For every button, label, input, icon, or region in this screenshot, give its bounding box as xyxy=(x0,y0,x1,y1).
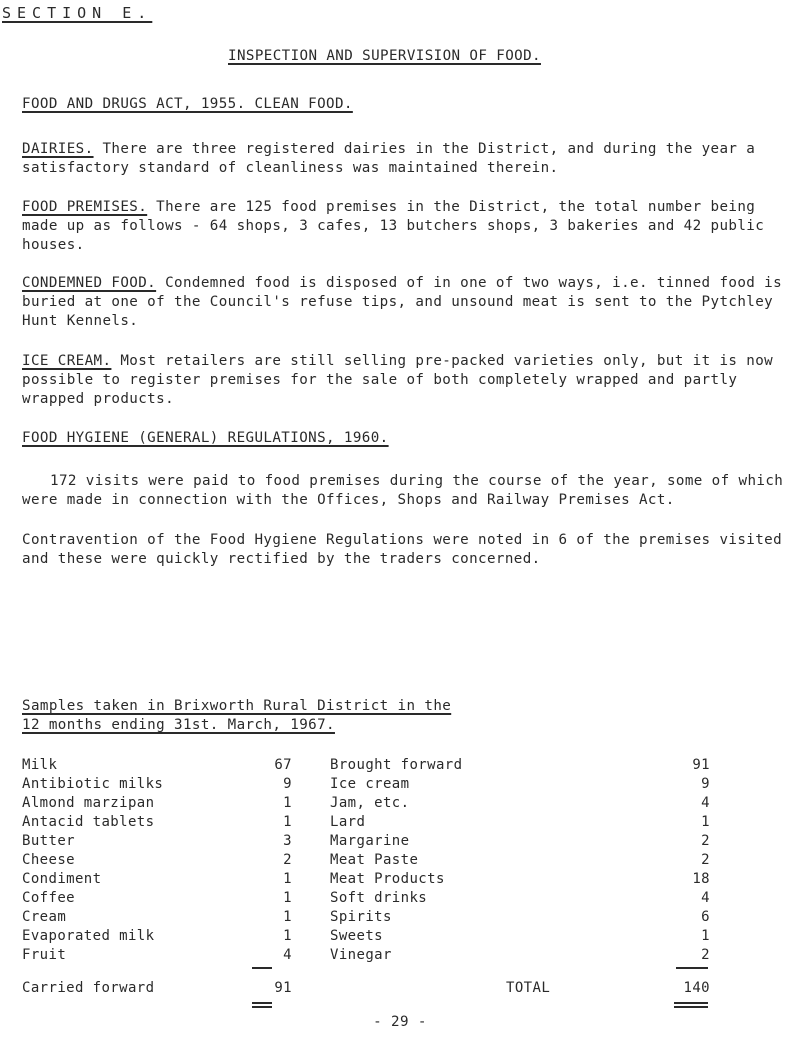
left-subtotal-rule xyxy=(252,967,272,969)
dairies-lead: DAIRIES. xyxy=(22,141,94,157)
table-item-count: 9 xyxy=(283,776,292,792)
left-double-rule-1 xyxy=(252,1002,272,1004)
page-title: INSPECTION AND SUPERVISION OF FOOD. xyxy=(228,48,541,64)
table-row xyxy=(330,794,710,813)
table-row xyxy=(22,889,292,908)
hygiene-paragraph-contravention: Contravention of the Food Hygiene Regulations were noted in 6 of the premises visited and these were quickly rectified by the traders concerned. xyxy=(22,532,783,567)
table-item-count: 2 xyxy=(701,852,710,868)
hygiene-paragraph-visits: 172 visits were paid to food premises during the course of the year, some of which were made in connection with the Offices, Shops and Railway Premises Act. xyxy=(22,473,784,508)
table-item-count: 2 xyxy=(701,833,710,849)
table-item-label: Milk xyxy=(22,757,58,773)
table-item-label: Spirits xyxy=(330,909,392,925)
table-item-count: 2 xyxy=(283,852,292,868)
samples-table-right xyxy=(330,756,710,998)
table-item-label: Vinegar xyxy=(330,947,392,963)
table-row xyxy=(330,927,710,946)
page-number: - 29 - xyxy=(373,1014,427,1030)
table-item-label: Meat Paste xyxy=(330,852,419,868)
left-double-rule-2 xyxy=(252,1006,272,1008)
samples-table-left xyxy=(22,756,292,998)
table-item-count: 140 xyxy=(683,980,710,996)
ice-cream-paragraph xyxy=(22,352,792,409)
table-item-label: Carried forward xyxy=(22,980,155,996)
condemned-food-text: Condemned food is disposed of in one of two ways, i.e. tinned food is buried at one of the Council's refuse tips, and unsound meat is sent to the Pytchley Hunt Kennels. xyxy=(22,275,783,329)
table-item-label: Jam, etc. xyxy=(330,795,410,811)
samples-heading-line2: 12 months ending 31st. March, 1967. xyxy=(22,717,335,733)
table-item-count: 91 xyxy=(692,757,710,773)
table-item-count: 1 xyxy=(283,871,292,887)
table-row xyxy=(330,756,710,775)
table-item-label: Antibiotic milks xyxy=(22,776,164,792)
table-row xyxy=(330,813,710,832)
table-item-label: Cream xyxy=(22,909,67,925)
food-premises-lead: FOOD PREMISES. xyxy=(22,199,148,215)
table-item-count: 2 xyxy=(701,947,710,963)
ice-cream-lead: ICE CREAM. xyxy=(22,353,112,369)
table-item-label: Butter xyxy=(22,833,75,849)
dairies-paragraph xyxy=(22,140,792,178)
table-total-row xyxy=(22,979,292,998)
table-item-count: 1 xyxy=(283,890,292,906)
table-item-count: 1 xyxy=(283,909,292,925)
hygiene-heading: FOOD HYGIENE (GENERAL) REGULATIONS, 1960. xyxy=(22,430,389,446)
table-row xyxy=(330,775,710,794)
table-item-count: 67 xyxy=(274,757,292,773)
food-premises-text: There are 125 food premises in the District, the total number being made up as follows - 64 shops, 3 cafes, 13 butchers shops, 3 bakeries and 42 public houses. xyxy=(22,199,765,253)
table-item-label: Ice cream xyxy=(330,776,410,792)
table-item-label: Fruit xyxy=(22,947,67,963)
right-subtotal-rule xyxy=(676,967,708,969)
condemned-food-lead: CONDEMNED FOOD. xyxy=(22,275,157,291)
table-item-count: 1 xyxy=(283,814,292,830)
table-row xyxy=(330,946,710,965)
table-item-label: Margarine xyxy=(330,833,410,849)
right-double-rule-2 xyxy=(674,1006,708,1008)
table-item-count: 9 xyxy=(701,776,710,792)
dairies-text: There are three registered dairies in the District, and during the year a satisfactory standard of cleanliness was maintained therein. xyxy=(22,141,756,176)
table-row xyxy=(330,889,710,908)
ice-cream-text: Most retailers are still selling pre-packed varieties only, but it is now possible to register premises for the sale of both completely wrapped and partly wrapped products. xyxy=(22,353,774,407)
table-row xyxy=(22,870,292,889)
table-item-count: 1 xyxy=(283,795,292,811)
table-row xyxy=(22,813,292,832)
table-item-count: 4 xyxy=(283,947,292,963)
table-item-label: Cheese xyxy=(22,852,75,868)
table-item-label: Meat Products xyxy=(330,871,445,887)
table-item-label: Evaporated milk xyxy=(22,928,155,944)
samples-heading-line1: Samples taken in Brixworth Rural District in the xyxy=(22,698,452,714)
table-item-label: TOTAL xyxy=(506,980,551,996)
table-row xyxy=(22,794,292,813)
table-item-label: Brought forward xyxy=(330,757,463,773)
table-row xyxy=(330,870,710,889)
table-row xyxy=(22,946,292,965)
table-item-count: 6 xyxy=(701,909,710,925)
table-item-count: 3 xyxy=(283,833,292,849)
table-item-count: 1 xyxy=(701,928,710,944)
table-row xyxy=(22,832,292,851)
table-item-count: 1 xyxy=(283,928,292,944)
table-item-count: 4 xyxy=(701,890,710,906)
table-row xyxy=(22,927,292,946)
table-item-count: 18 xyxy=(692,871,710,887)
right-double-rule-1 xyxy=(674,1002,708,1004)
table-row xyxy=(330,851,710,870)
table-row xyxy=(22,756,292,775)
table-row xyxy=(22,775,292,794)
table-item-label: Coffee xyxy=(22,890,75,906)
table-item-count: 1 xyxy=(701,814,710,830)
table-row xyxy=(330,832,710,851)
table-row xyxy=(22,851,292,870)
table-item-label: Lard xyxy=(330,814,366,830)
condemned-food-paragraph xyxy=(22,274,792,331)
table-item-label: Antacid tablets xyxy=(22,814,155,830)
table-item-count: 91 xyxy=(274,980,292,996)
table-item-label: Almond marzipan xyxy=(22,795,155,811)
table-item-count: 4 xyxy=(701,795,710,811)
table-total-row xyxy=(330,979,710,998)
table-row xyxy=(22,908,292,927)
section-heading: SECTION E. xyxy=(2,4,153,22)
table-item-label: Soft drinks xyxy=(330,890,428,906)
table-row xyxy=(330,908,710,927)
act-heading: FOOD AND DRUGS ACT, 1955. CLEAN FOOD. xyxy=(22,96,353,112)
food-premises-paragraph xyxy=(22,198,792,255)
table-item-label: Sweets xyxy=(330,928,383,944)
table-item-label: Condiment xyxy=(22,871,102,887)
